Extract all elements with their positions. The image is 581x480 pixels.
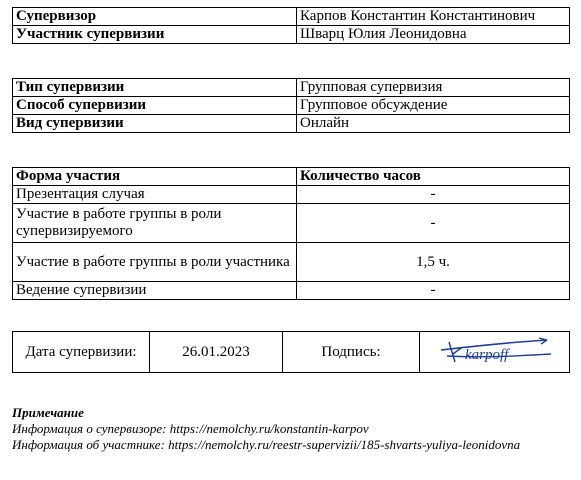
col-hours-header: Количество часов <box>297 168 570 186</box>
table-row <box>13 243 570 282</box>
supervisor-label: Супервизор <box>13 8 297 26</box>
method-label: Способ супервизии <box>13 97 297 115</box>
row-hours: - <box>297 186 570 204</box>
note-block <box>12 405 572 453</box>
signature-table <box>12 331 570 373</box>
sign-label: Подпись: <box>283 332 420 373</box>
kind-value: Онлайн <box>297 115 570 133</box>
signature-image <box>435 334 555 370</box>
row-form: Участие в работе группы в роли участника <box>13 243 297 282</box>
row-form: Презентация случая <box>13 186 297 204</box>
type-value: Групповая супервизия <box>297 79 570 97</box>
note-participant-info: Информация об участнике: https://nemolchy.ru/reestr-supervizii/185-shvarts-yuliya-leonidovna <box>12 437 521 452</box>
row-form: Ведение супервизии <box>13 282 297 300</box>
row-form: Участие в работе группы в роли супервизируемого <box>13 204 297 243</box>
row-hours: - <box>297 282 570 300</box>
signature-cell <box>420 332 570 373</box>
supervision-info-table <box>12 7 570 44</box>
table-header-row <box>13 168 570 186</box>
date-label: Дата супервизии: <box>13 332 150 373</box>
note-title: Примечание <box>12 405 84 420</box>
participant-value: Шварц Юлия Леонидовна <box>297 26 570 44</box>
table-row <box>13 332 570 373</box>
date-value: 26.01.2023 <box>150 332 283 373</box>
table-row <box>13 26 570 44</box>
participant-label: Участник супервизии <box>13 26 297 44</box>
table-row <box>13 115 570 133</box>
table-row <box>13 79 570 97</box>
row-hours: 1,5 ч. <box>297 243 570 282</box>
participation-table <box>12 167 570 300</box>
table-row <box>13 8 570 26</box>
table-row <box>13 186 570 204</box>
table-row <box>13 204 570 243</box>
table-row <box>13 97 570 115</box>
kind-label: Вид супервизии <box>13 115 297 133</box>
signature-text: karpoff <box>464 347 508 363</box>
type-label: Тип супервизии <box>13 79 297 97</box>
supervision-type-table <box>12 78 570 133</box>
row-hours: - <box>297 204 570 243</box>
col-form-header: Форма участия <box>13 168 297 186</box>
table-row <box>13 282 570 300</box>
method-value: Групповое обсуждение <box>297 97 570 115</box>
note-supervisor-info: Информация о супервизоре: https://nemolchy.ru/konstantin-karpov <box>12 421 369 436</box>
supervisor-value: Карпов Константин Константинович <box>297 8 570 26</box>
